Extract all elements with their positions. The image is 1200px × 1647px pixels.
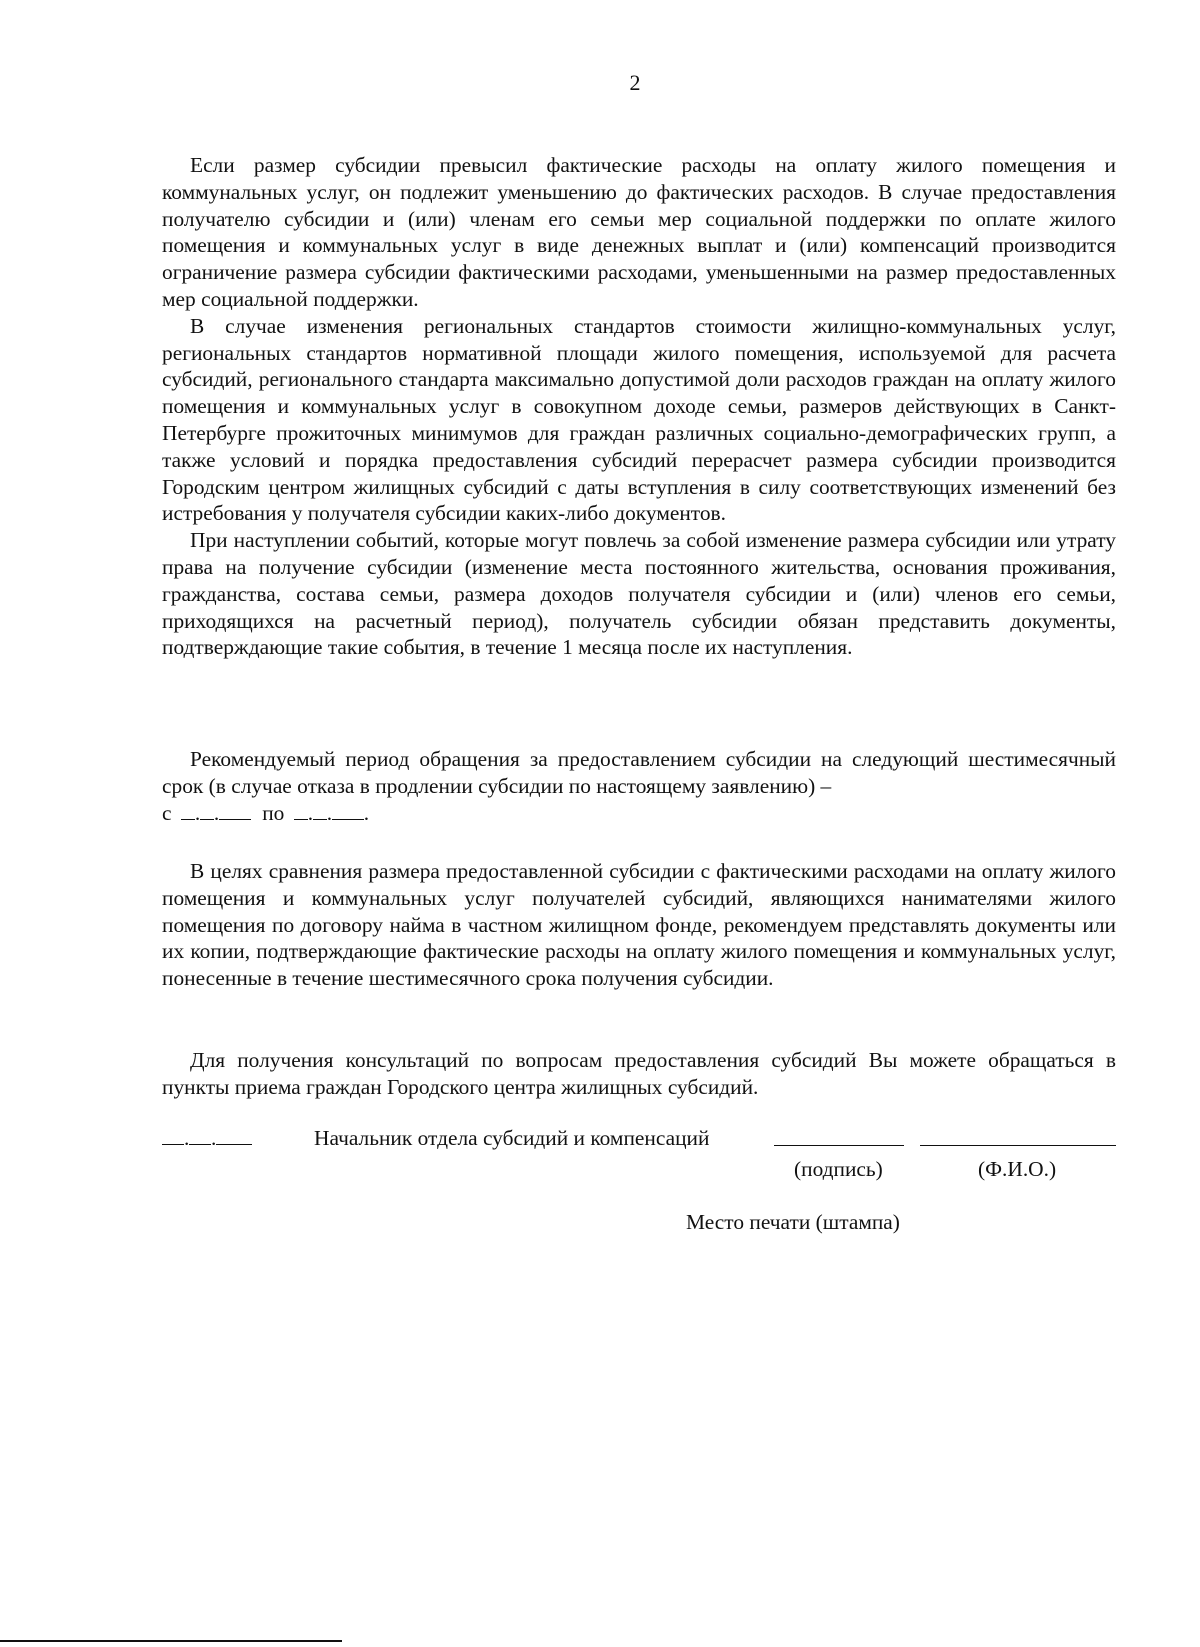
- period-paragraph: [162, 746, 1116, 826]
- period-to-label: по: [262, 800, 285, 825]
- signature-caption: (подпись): [794, 1157, 883, 1181]
- from-month-blank: [200, 801, 214, 820]
- date-separator: .: [326, 800, 333, 825]
- date-separator: .: [307, 800, 314, 825]
- period-section: [162, 746, 1116, 826]
- comparison-paragraph: В целях сравнения размера предоставленной субсидии с фактическими расходами на оплату жилого помещения и коммунальных услуг получателей субсидий, являющихся нанимателями жилого помещения по договору найма в частном жилищном фонде, рекомендуем представлять документы или их копии, подтверждающие фактические расходы на оплату жилого помещения и коммунальных услуг, понесенные в течение шестимесячного срока получения субсидии.: [162, 859, 1116, 991]
- from-day-blank: [181, 801, 195, 820]
- date-separator: .: [211, 1126, 217, 1150]
- to-year-blank: [332, 801, 364, 820]
- signature-date: [162, 1126, 252, 1151]
- date-separator: .: [184, 1126, 190, 1150]
- stamp-place: Место печати (штампа): [686, 1210, 900, 1234]
- signature-row: [162, 1126, 1116, 1156]
- conditions-section: [162, 152, 1116, 661]
- date-separator: .: [194, 800, 201, 825]
- consultation-paragraph: Для получения консультаций по вопросам предоставления субсидий Вы можете обращаться в пункты приема граждан Городского центра жилищных субсидий.: [162, 1048, 1116, 1099]
- paragraph-subsidy-limit: Если размер субсидии превысил фактические расходы на оплату жилого помещения и коммунальных услуг, он подлежит уменьшению до фактических расходов. В случае предоставления получателю субсидии и (или) членам его семьи мер социальной поддержки по оплате жилого помещения и коммунальных услуг в виде денежных выплат и (или) компенсаций производится ограничение размера субсидии фактическими расходами, уменьшенными на размер предоставленных мер социальной поддержки.: [162, 153, 1116, 311]
- name-line: [920, 1145, 1116, 1146]
- comparison-section: [162, 858, 1116, 992]
- from-year-blank: [219, 801, 251, 820]
- period-dates: [162, 800, 369, 827]
- paragraph-events: При наступлении событий, которые могут повлечь за собой изменение размера субсидии или утрату права на получение субсидии (изменение места постоянного жительства, основания проживания, гражданства, состава семьи, размера доходов получателя субсидии и (или) членов его семьи, приходящихся на расчетный период), получатель субсидии обязан представить документы, подтверждающие такие события, в течение 1 месяца после их наступления.: [162, 528, 1116, 660]
- sig-day-blank: [162, 1126, 184, 1145]
- consultation-section: [162, 1047, 1116, 1101]
- sig-month-blank: [189, 1126, 211, 1145]
- to-month-blank: [313, 801, 327, 820]
- period-from-label: с: [162, 800, 172, 825]
- date-end-dot: .: [363, 800, 370, 825]
- signature-line: [774, 1145, 904, 1146]
- signatory-title: Начальник отдела субсидий и компенсаций: [314, 1126, 710, 1150]
- date-separator: .: [213, 800, 220, 825]
- name-caption: (Ф.И.О.): [978, 1157, 1057, 1181]
- page-number: 2: [629, 70, 641, 95]
- paragraph-recalculation: В случае изменения региональных стандартов стоимости жилищно-коммунальных услуг, региональных стандартов нормативной площади жилого помещения, используемой для расчета субсидий, регионального стандарта максимально допустимой доли расходов граждан на оплату жилого помещения и коммунальных услуг в совокупном доходе семьи, размеров действующих в Санкт-Петербурге прожиточных минимумов для граждан различных социально-демографических групп, а также условий и порядка предоставления субсидий перерасчет размера субсидии производится Городским центром жилищных субсидий с даты вступления в силу соответствующих изменений без истребования у получателя субсидии каких-либо документов.: [162, 313, 1116, 526]
- sig-year-blank: [216, 1126, 252, 1145]
- to-day-blank: [294, 801, 308, 820]
- footer-rule: [0, 1640, 342, 1642]
- period-text: Рекомендуемый период обращения за предоставлением субсидии на следующий шестимесячный срок (в случае отказа в продлении субсидии по настоящему заявлению) –: [162, 747, 1116, 798]
